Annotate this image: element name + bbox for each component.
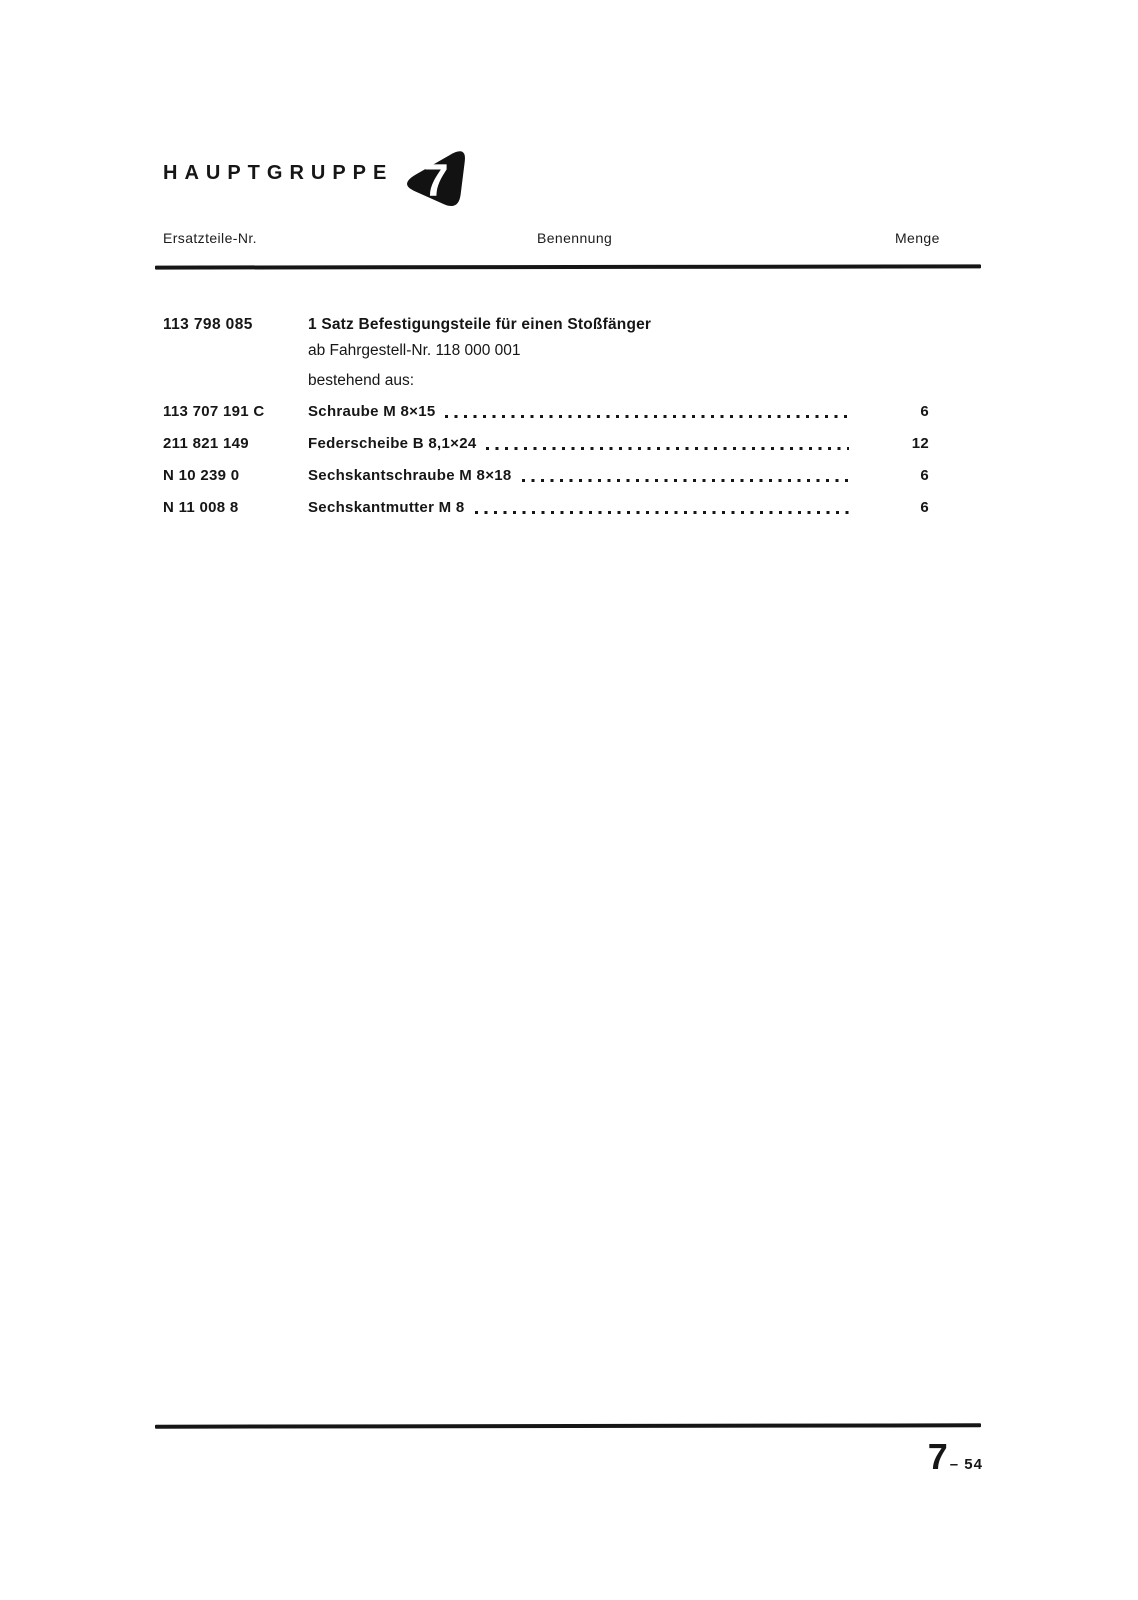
entry-row xyxy=(163,315,931,334)
dotted-leader xyxy=(486,447,849,450)
entry-chassis-line xyxy=(163,341,931,360)
entry-part-no: 113 798 085 xyxy=(163,316,253,333)
dotted-leader xyxy=(522,479,849,482)
page-number-suffix: – 54 xyxy=(949,1456,983,1473)
part-name: Sechskantmutter M 8 xyxy=(308,499,465,516)
dotted-leader xyxy=(475,511,849,514)
entry-consists-line xyxy=(163,371,931,390)
entry-chassis-note: ab Fahrgestell-Nr. 118 000 001 xyxy=(308,342,521,359)
part-number: N 10 239 0 xyxy=(163,467,240,484)
part-name: Schraube M 8×15 xyxy=(308,403,436,420)
table-row xyxy=(163,403,929,421)
part-name: Federscheibe B 8,1×24 xyxy=(308,435,477,452)
column-header-part-no: Ersatzteile-Nr. xyxy=(163,230,257,246)
column-header-name: Benennung xyxy=(537,230,613,246)
dotted-leader xyxy=(445,415,849,418)
entry-title: 1 Satz Befestigungsteile für einen Stoßfänger xyxy=(308,316,652,333)
column-header-qty: Menge xyxy=(895,230,940,246)
footer-rule xyxy=(155,1423,981,1428)
group-number-badge xyxy=(393,137,475,219)
part-name: Sechskantschraube M 8×18 xyxy=(308,467,512,484)
table-row xyxy=(163,499,929,517)
table-row xyxy=(163,467,929,485)
table-row xyxy=(163,435,929,453)
part-qty: 12 xyxy=(911,435,929,452)
entry-consists-label: bestehend aus: xyxy=(308,372,415,389)
page-number-main: 7 xyxy=(927,1436,948,1477)
page-number xyxy=(928,1438,983,1476)
part-number: N 11 008 8 xyxy=(163,499,239,516)
main-group-label: HAUPTGRUPPE xyxy=(163,162,394,184)
badge-number: 7 xyxy=(423,154,449,206)
header-rule xyxy=(155,264,981,269)
badge-triangle-icon xyxy=(393,137,475,219)
part-qty: 6 xyxy=(920,403,929,420)
part-qty: 6 xyxy=(920,467,929,484)
part-number: 113 707 191 C xyxy=(163,403,265,420)
part-qty: 6 xyxy=(920,499,929,516)
part-number: 211 821 149 xyxy=(163,435,249,452)
